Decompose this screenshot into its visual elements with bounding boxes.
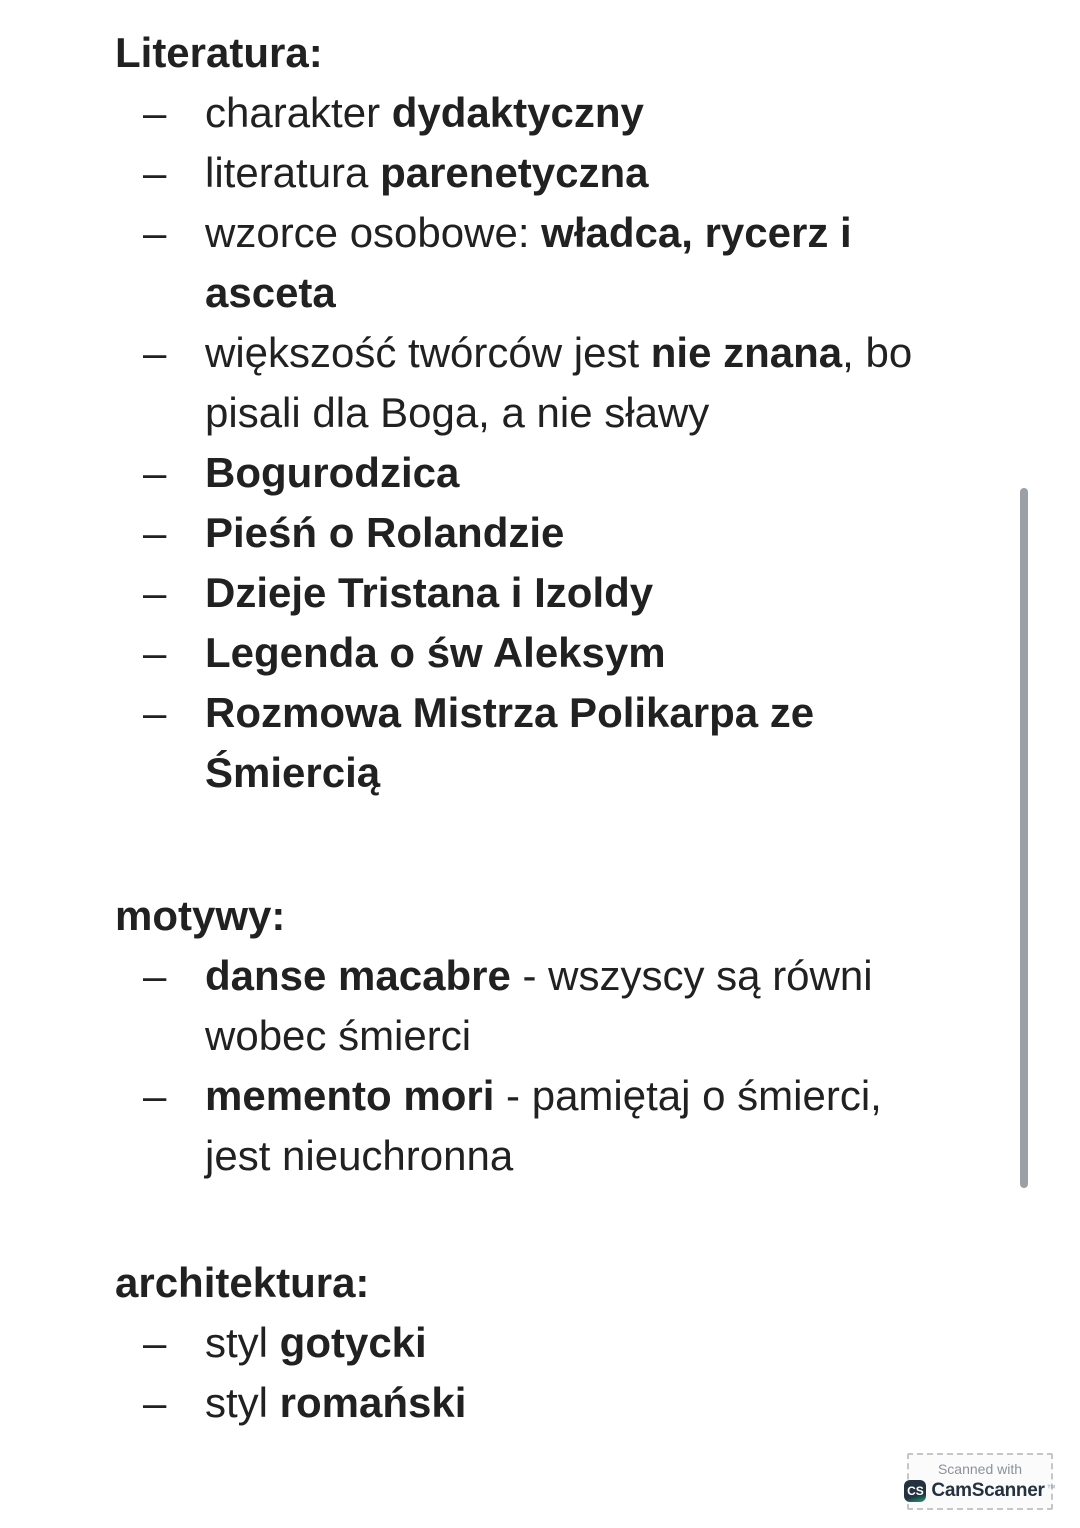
list-item [115,1066,1080,1186]
dash-bullet: – [143,1072,167,1119]
regular-text: , bo [842,329,913,376]
dash-bullet: – [143,1319,167,1366]
section-heading: Literatura: [115,29,323,76]
dash-bullet: – [143,952,167,999]
bold-text: gotycki [279,1319,427,1366]
dash-bullet: – [143,509,167,556]
section-heading: motywy: [115,892,286,939]
section-literatura [115,23,1080,803]
camscanner-cs-icon: CS [904,1480,926,1502]
camscanner-brand-row [907,1480,1056,1502]
section-architektura [115,1253,1080,1433]
regular-text: pisali dla Boga, a nie sławy [205,389,710,436]
regular-text: większość twórców jest [205,329,651,376]
section-heading: architektura: [115,1259,370,1306]
list-item-line [143,143,1080,203]
dash-bullet: – [143,689,167,736]
list-item-line [143,563,1080,623]
bold-text: Śmiercią [205,749,381,796]
regular-text: literatura [205,149,381,196]
dash-bullet: – [143,629,167,676]
bold-text: Dzieje Tristana i Izoldy [205,569,654,616]
list-item-line [143,1066,1080,1126]
bold-text: Rozmowa Mistrza Polikarpa ze [205,689,815,736]
dash-bullet: – [143,569,167,616]
bullet-list [115,83,1080,803]
list-item [115,143,1080,203]
list-item-line [205,1006,1080,1066]
list-item-line [143,946,1080,1006]
dash-bullet: – [143,449,167,496]
regular-text: - wszyscy są równi [510,952,873,999]
bullet-list [115,946,1080,1186]
dash-bullet: – [143,1379,167,1426]
regular-text: charakter [205,89,392,136]
dash-bullet: – [143,329,167,376]
list-item [115,946,1080,1066]
dash-bullet: – [143,209,167,256]
camscanner-badge [907,1453,1056,1510]
list-item-line [143,1313,1080,1373]
list-item-line [143,503,1080,563]
bullet-list [115,1313,1080,1433]
regular-text: styl [205,1379,280,1426]
list-item [115,1313,1080,1373]
bold-text: parenetyczna [380,149,649,196]
scrollbar-thumb[interactable] [1020,488,1028,1188]
section-motywy [115,886,1080,1186]
list-item-line [143,203,1080,263]
list-item [115,563,1080,623]
bold-text: asceta [205,269,336,316]
bold-text: władca, rycerz i [541,209,852,256]
list-item [115,1373,1080,1433]
bold-text: nie znana [650,329,843,376]
trademark-symbol: ™ [1046,1483,1056,1493]
bold-text: romański [279,1379,467,1426]
bold-text: dydaktyczny [391,89,644,136]
camscanner-app-name: CamScanner [931,1480,1045,1501]
list-item-line [143,1373,1080,1433]
list-item [115,203,1080,323]
list-item [115,443,1080,503]
bold-text: Bogurodzica [205,449,460,496]
dash-bullet: – [143,149,167,196]
bold-text: memento mori [205,1072,495,1119]
bold-text: danse macabre [205,952,511,999]
dash-bullet: – [143,89,167,136]
regular-text: - pamiętaj o śmierci, [494,1072,882,1119]
regular-text: styl [205,1319,280,1366]
list-item-line [205,1126,1080,1186]
list-item-line [205,383,1080,443]
list-item [115,323,1080,443]
list-item-line [143,623,1080,683]
bold-text: Legenda o św Aleksym [205,629,666,676]
list-item-line [143,683,1080,743]
list-item [115,83,1080,143]
bold-text: Pieśń o Rolandzie [205,509,565,556]
regular-text: wobec śmierci [205,1012,472,1059]
list-item-line [143,83,1080,143]
list-item [115,623,1080,683]
scanned-with-label: Scanned with [937,1461,1023,1477]
list-item [115,503,1080,563]
regular-text: wzorce osobowe: [205,209,542,256]
list-item [115,683,1080,803]
list-item-line [205,263,1080,323]
list-item-line [143,443,1080,503]
regular-text: jest nieuchronna [205,1132,514,1179]
list-item-line [143,323,1080,383]
list-item-line [205,743,1080,803]
